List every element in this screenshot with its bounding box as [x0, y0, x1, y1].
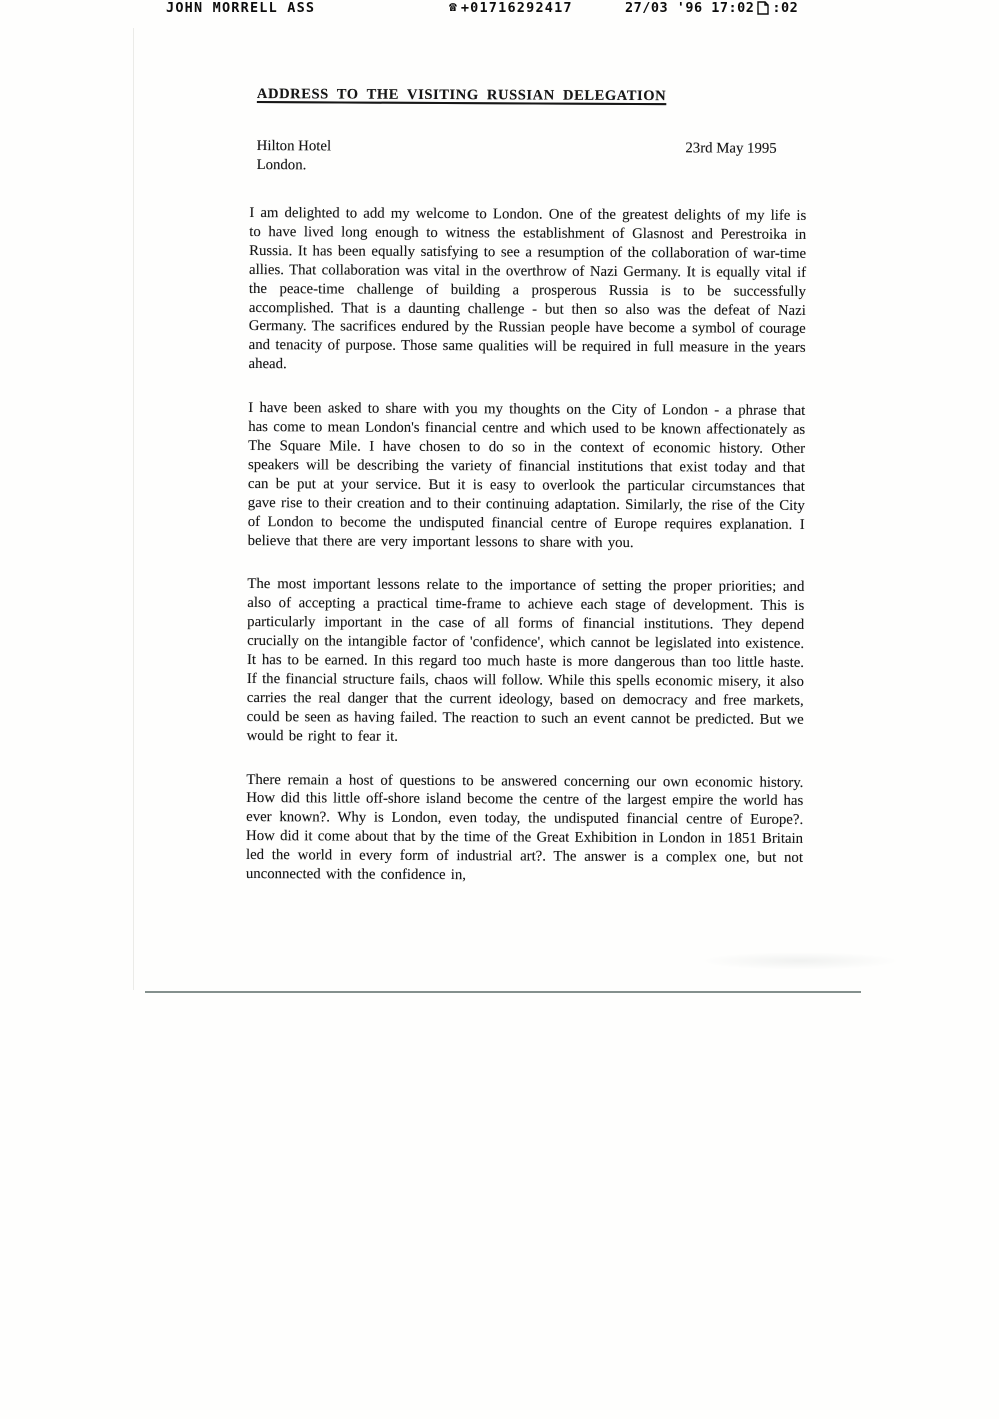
- letter-body: [246, 86, 807, 912]
- page-bottom-rule: [145, 991, 861, 993]
- fax-page-count: :02: [772, 0, 799, 16]
- letter-title: ADDRESS TO THE VISITING RUSSIAN DELEGATION: [256, 86, 667, 105]
- letter-paragraph-2: I have been asked to share with you my thoughts on the City of London - a phrase that has come to mean London's financial centre and which used to be known affectionately as The Square Mile. I have chosen to do so in the context of economic history. Other speakers will be describing the variety of financial institutions that exist today and that can be put at your service. But it is easy to overlook the particular circumstances that gave rise to their creation and to their continuing adaptation. Similarly, the rise of the City of London to become the undisputed financial centre of Europe requires explanation. I believe that there are very important lessons to share with you.: [247, 400, 806, 551]
- letter-paragraph-1: I am delighted to add my welcome to London. One of the greatest delights of my life is to have lived long enough to witness the establishment of Glasnost and Perestroika in Russia. It has been equally satisfying to see a resumption of the collaboration of war-time allies. That collaboration was vital in the overthrow of Nazi Germany. It is equally vital if the peace-time challenge of building a prosperous Russia is to be successfully accomplished. That is a daunting challenge - but then so also was the defeat of Nazi Germany. The sacrifices endured by the Russian people have become a symbol of courage and tenacity of purpose. Those same qualities will be required in full measure in the years ahead.: [248, 204, 807, 373]
- venue-row: [257, 137, 777, 177]
- letter-paragraph-4: There remain a host of questions to be answered concerning our own economic history. How did this little off-shore island become the centre of the largest empire the world has ever known?. Why is London, even today, the undisputed financial centre of Europe?. How did it come about that by the time of the Great Exhibition in London in 1851 Britain led the world in every form of industrial art?. The answer is a complex one, but not unconnected with the confidence in,: [245, 771, 804, 884]
- fax-header: [0, 0, 999, 18]
- fax-sender-name: JOHN MORRELL ASS: [166, 0, 316, 16]
- phone-icon: ☎: [449, 0, 457, 15]
- page-icon: [757, 1, 769, 15]
- scan-smudge: [700, 952, 900, 970]
- venue-block: [257, 137, 332, 174]
- letter-date: 23rd May 1995: [685, 140, 777, 157]
- letter-paragraph-3: The most important lessons relate to the importance of setting the proper priorities; and also of accepting a practical time-frame to achieve each stage of development. This is particularly important in the case of all forms of financial institutions. They depend crucially on the intangible factor of 'confidence', which cannot be legislated into existence. It has to be earned. In this regard too much haste is more dangerous than too little haste. If the financial structure fails, chaos will follow. While this spells economic misery, it also carries the real danger that the current ideology, based on democracy and free markets, could be seen as having failed. The reaction to such an event cannot be predicted. But we would be right to fear it.: [246, 576, 805, 745]
- fax-phone-number: +01716292417: [460, 0, 573, 16]
- fax-phone-group: [449, 0, 573, 16]
- fax-datetime: 27/03 '96 17:02: [625, 0, 755, 16]
- venue-line-city: London.: [256, 156, 307, 173]
- fax-datetime-group: [625, 0, 798, 16]
- venue-line-hotel: Hilton Hotel: [256, 138, 332, 155]
- page-left-edge: [133, 28, 134, 990]
